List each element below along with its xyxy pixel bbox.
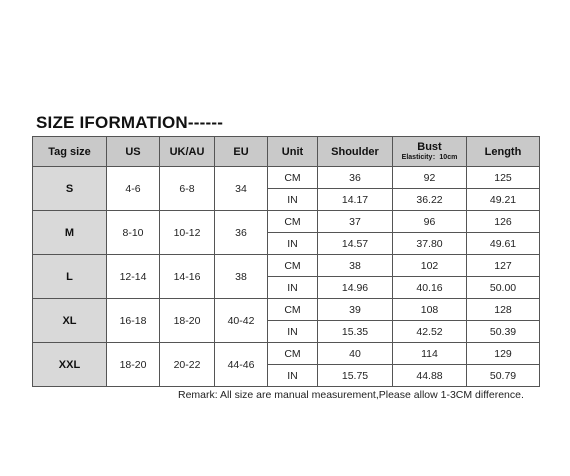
shoulder-cell: 40	[318, 343, 393, 365]
bust-cell: 36.22	[393, 189, 467, 211]
table-row	[33, 343, 540, 365]
header-bust-label: Bust	[417, 141, 442, 153]
table-row	[33, 211, 540, 233]
length-cell: 49.21	[467, 189, 540, 211]
header-us: US	[107, 137, 160, 167]
eu-cell: 38	[215, 255, 268, 299]
header-eu: EU	[215, 137, 268, 167]
unit-cell: CM	[268, 167, 318, 189]
uk-au-cell: 14-16	[160, 255, 215, 299]
us-cell: 8-10	[107, 211, 160, 255]
unit-cell: CM	[268, 255, 318, 277]
eu-cell: 44-46	[215, 343, 268, 387]
uk-au-cell: 20-22	[160, 343, 215, 387]
bust-cell: 102	[393, 255, 467, 277]
length-cell: 127	[467, 255, 540, 277]
us-cell: 4-6	[107, 167, 160, 211]
bust-cell: 92	[393, 167, 467, 189]
unit-cell: IN	[268, 277, 318, 299]
unit-cell: IN	[268, 321, 318, 343]
length-cell: 50.79	[467, 365, 540, 387]
header-uk-au: UK/AU	[160, 137, 215, 167]
header-bust-note: Elasticity：10cm	[401, 154, 458, 161]
unit-cell: IN	[268, 365, 318, 387]
us-cell: 18-20	[107, 343, 160, 387]
eu-cell: 36	[215, 211, 268, 255]
uk-au-cell: 6-8	[160, 167, 215, 211]
table-row	[33, 167, 540, 189]
shoulder-cell: 38	[318, 255, 393, 277]
header-row	[33, 137, 540, 167]
uk-au-cell: 18-20	[160, 299, 215, 343]
table-row	[33, 299, 540, 321]
bust-cell: 37.80	[393, 233, 467, 255]
shoulder-cell: 15.35	[318, 321, 393, 343]
us-cell: 16-18	[107, 299, 160, 343]
page-title: SIZE IFORMATION------	[36, 113, 224, 132]
length-cell: 50.00	[467, 277, 540, 299]
tag-size-cell: XXL	[33, 343, 107, 387]
unit-cell: IN	[268, 233, 318, 255]
eu-cell: 34	[215, 167, 268, 211]
unit-cell: IN	[268, 189, 318, 211]
tag-size-cell: XL	[33, 299, 107, 343]
shoulder-cell: 39	[318, 299, 393, 321]
shoulder-cell: 14.17	[318, 189, 393, 211]
tag-size-cell: M	[33, 211, 107, 255]
unit-cell: CM	[268, 299, 318, 321]
bust-cell: 40.16	[393, 277, 467, 299]
shoulder-cell: 36	[318, 167, 393, 189]
tag-size-cell: L	[33, 255, 107, 299]
table-row	[33, 255, 540, 277]
eu-cell: 40-42	[215, 299, 268, 343]
us-cell: 12-14	[107, 255, 160, 299]
size-table	[32, 136, 540, 387]
unit-cell: CM	[268, 211, 318, 233]
length-cell: 126	[467, 211, 540, 233]
header-bust	[393, 137, 467, 167]
shoulder-cell: 15.75	[318, 365, 393, 387]
bust-cell: 96	[393, 211, 467, 233]
shoulder-cell: 14.57	[318, 233, 393, 255]
length-cell: 50.39	[467, 321, 540, 343]
header-length: Length	[467, 137, 540, 167]
unit-cell: CM	[268, 343, 318, 365]
length-cell: 128	[467, 299, 540, 321]
length-cell: 125	[467, 167, 540, 189]
length-cell: 49.61	[467, 233, 540, 255]
uk-au-cell: 10-12	[160, 211, 215, 255]
bust-cell: 108	[393, 299, 467, 321]
bust-cell: 44.88	[393, 365, 467, 387]
header-shoulder: Shoulder	[318, 137, 393, 167]
bust-cell: 114	[393, 343, 467, 365]
remark-note: Remark: All size are manual measurement,Please allow 1-3CM difference.	[178, 389, 524, 401]
shoulder-cell: 37	[318, 211, 393, 233]
bust-cell: 42.52	[393, 321, 467, 343]
header-tag-size: Tag size	[33, 137, 107, 167]
header-unit: Unit	[268, 137, 318, 167]
shoulder-cell: 14.96	[318, 277, 393, 299]
length-cell: 129	[467, 343, 540, 365]
tag-size-cell: S	[33, 167, 107, 211]
